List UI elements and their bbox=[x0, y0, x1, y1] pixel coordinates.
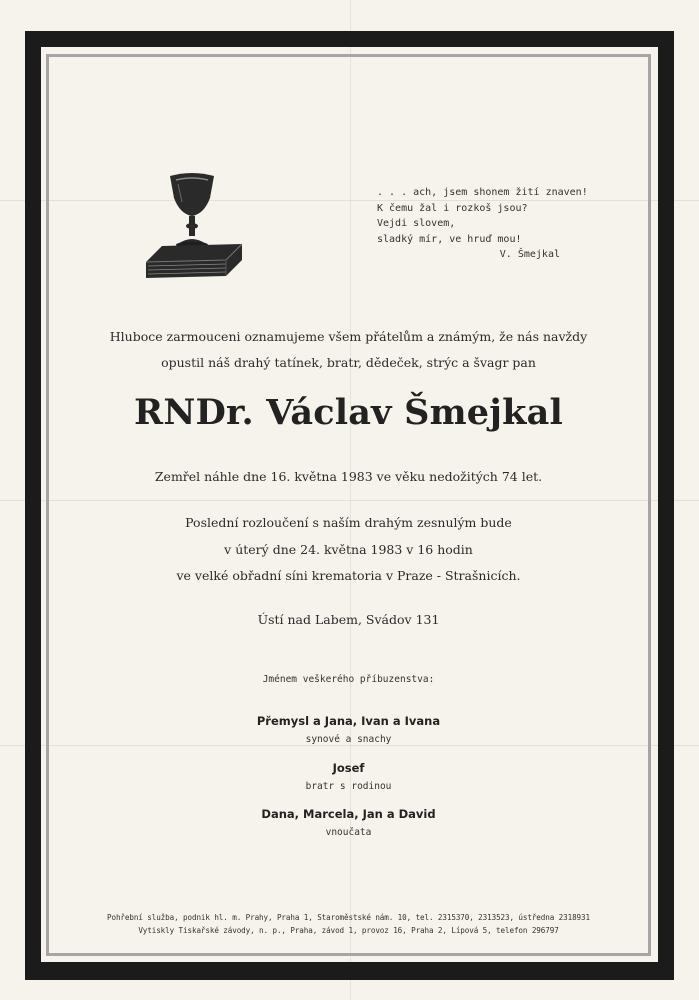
footer-line: Vytiskly Tiskařské závody, n. p., Praha, závod 1, provoz 16, Praha 2, Lípová 5, telefon 296797 bbox=[138, 926, 559, 935]
quote-line: sladký mír, ve hruď mou! bbox=[377, 233, 522, 245]
farewell-line: Poslední rozloučení s naším drahým zesnulým bude bbox=[185, 515, 512, 530]
relatives-names: Přemysl a Jana, Ivan a Ivana bbox=[256, 714, 441, 728]
quote-line: K čemu žal i rozkoš jsou? bbox=[377, 202, 528, 214]
footer-line: Pohřební služba, podnik hl. m. Prahy, Praha 1, Staroměstské nám. 10, tel. 2315370, 2313523, ústředna 2318931 bbox=[107, 913, 590, 922]
relatives-relation: bratr s rodinou bbox=[305, 781, 392, 792]
quote-author: V. Šmejkal bbox=[499, 249, 560, 260]
on-behalf-label: Jménem veškerého příbuzenstva: bbox=[262, 674, 435, 685]
address: Ústí nad Labem, Svádov 131 bbox=[257, 612, 440, 627]
relatives-names: Josef bbox=[332, 761, 365, 775]
quote-line: . . . ach, jsem shonem žití znaven! bbox=[377, 187, 588, 198]
deceased-name: RNDr. Václav Šmejkal bbox=[134, 392, 563, 433]
death-info: Zemřel náhle dne 16. května 1983 ve věku nedožitých 74 let. bbox=[154, 469, 543, 484]
farewell-line: ve velké obřadní síni krematoria v Praze - Strašnicích. bbox=[176, 568, 521, 583]
relatives-relation: vnoučata bbox=[325, 827, 372, 838]
relatives-relation: synové a snachy bbox=[305, 734, 392, 745]
announcement-line: opustil náš drahý tatínek, bratr, dědeček, strýc a švagr pan bbox=[161, 355, 536, 370]
relatives-names: Dana, Marcela, Jan a David bbox=[261, 807, 436, 821]
announcement-line: Hluboce zarmouceni oznamujeme všem přátelům a známým, že nás navždy bbox=[109, 329, 588, 344]
chalice-on-book-icon bbox=[140, 170, 246, 282]
farewell-line: v úterý dne 24. května 1983 v 16 hodin bbox=[224, 542, 473, 557]
quote-line: Vejdi slovem, bbox=[377, 218, 456, 229]
poem-quote bbox=[377, 185, 588, 263]
